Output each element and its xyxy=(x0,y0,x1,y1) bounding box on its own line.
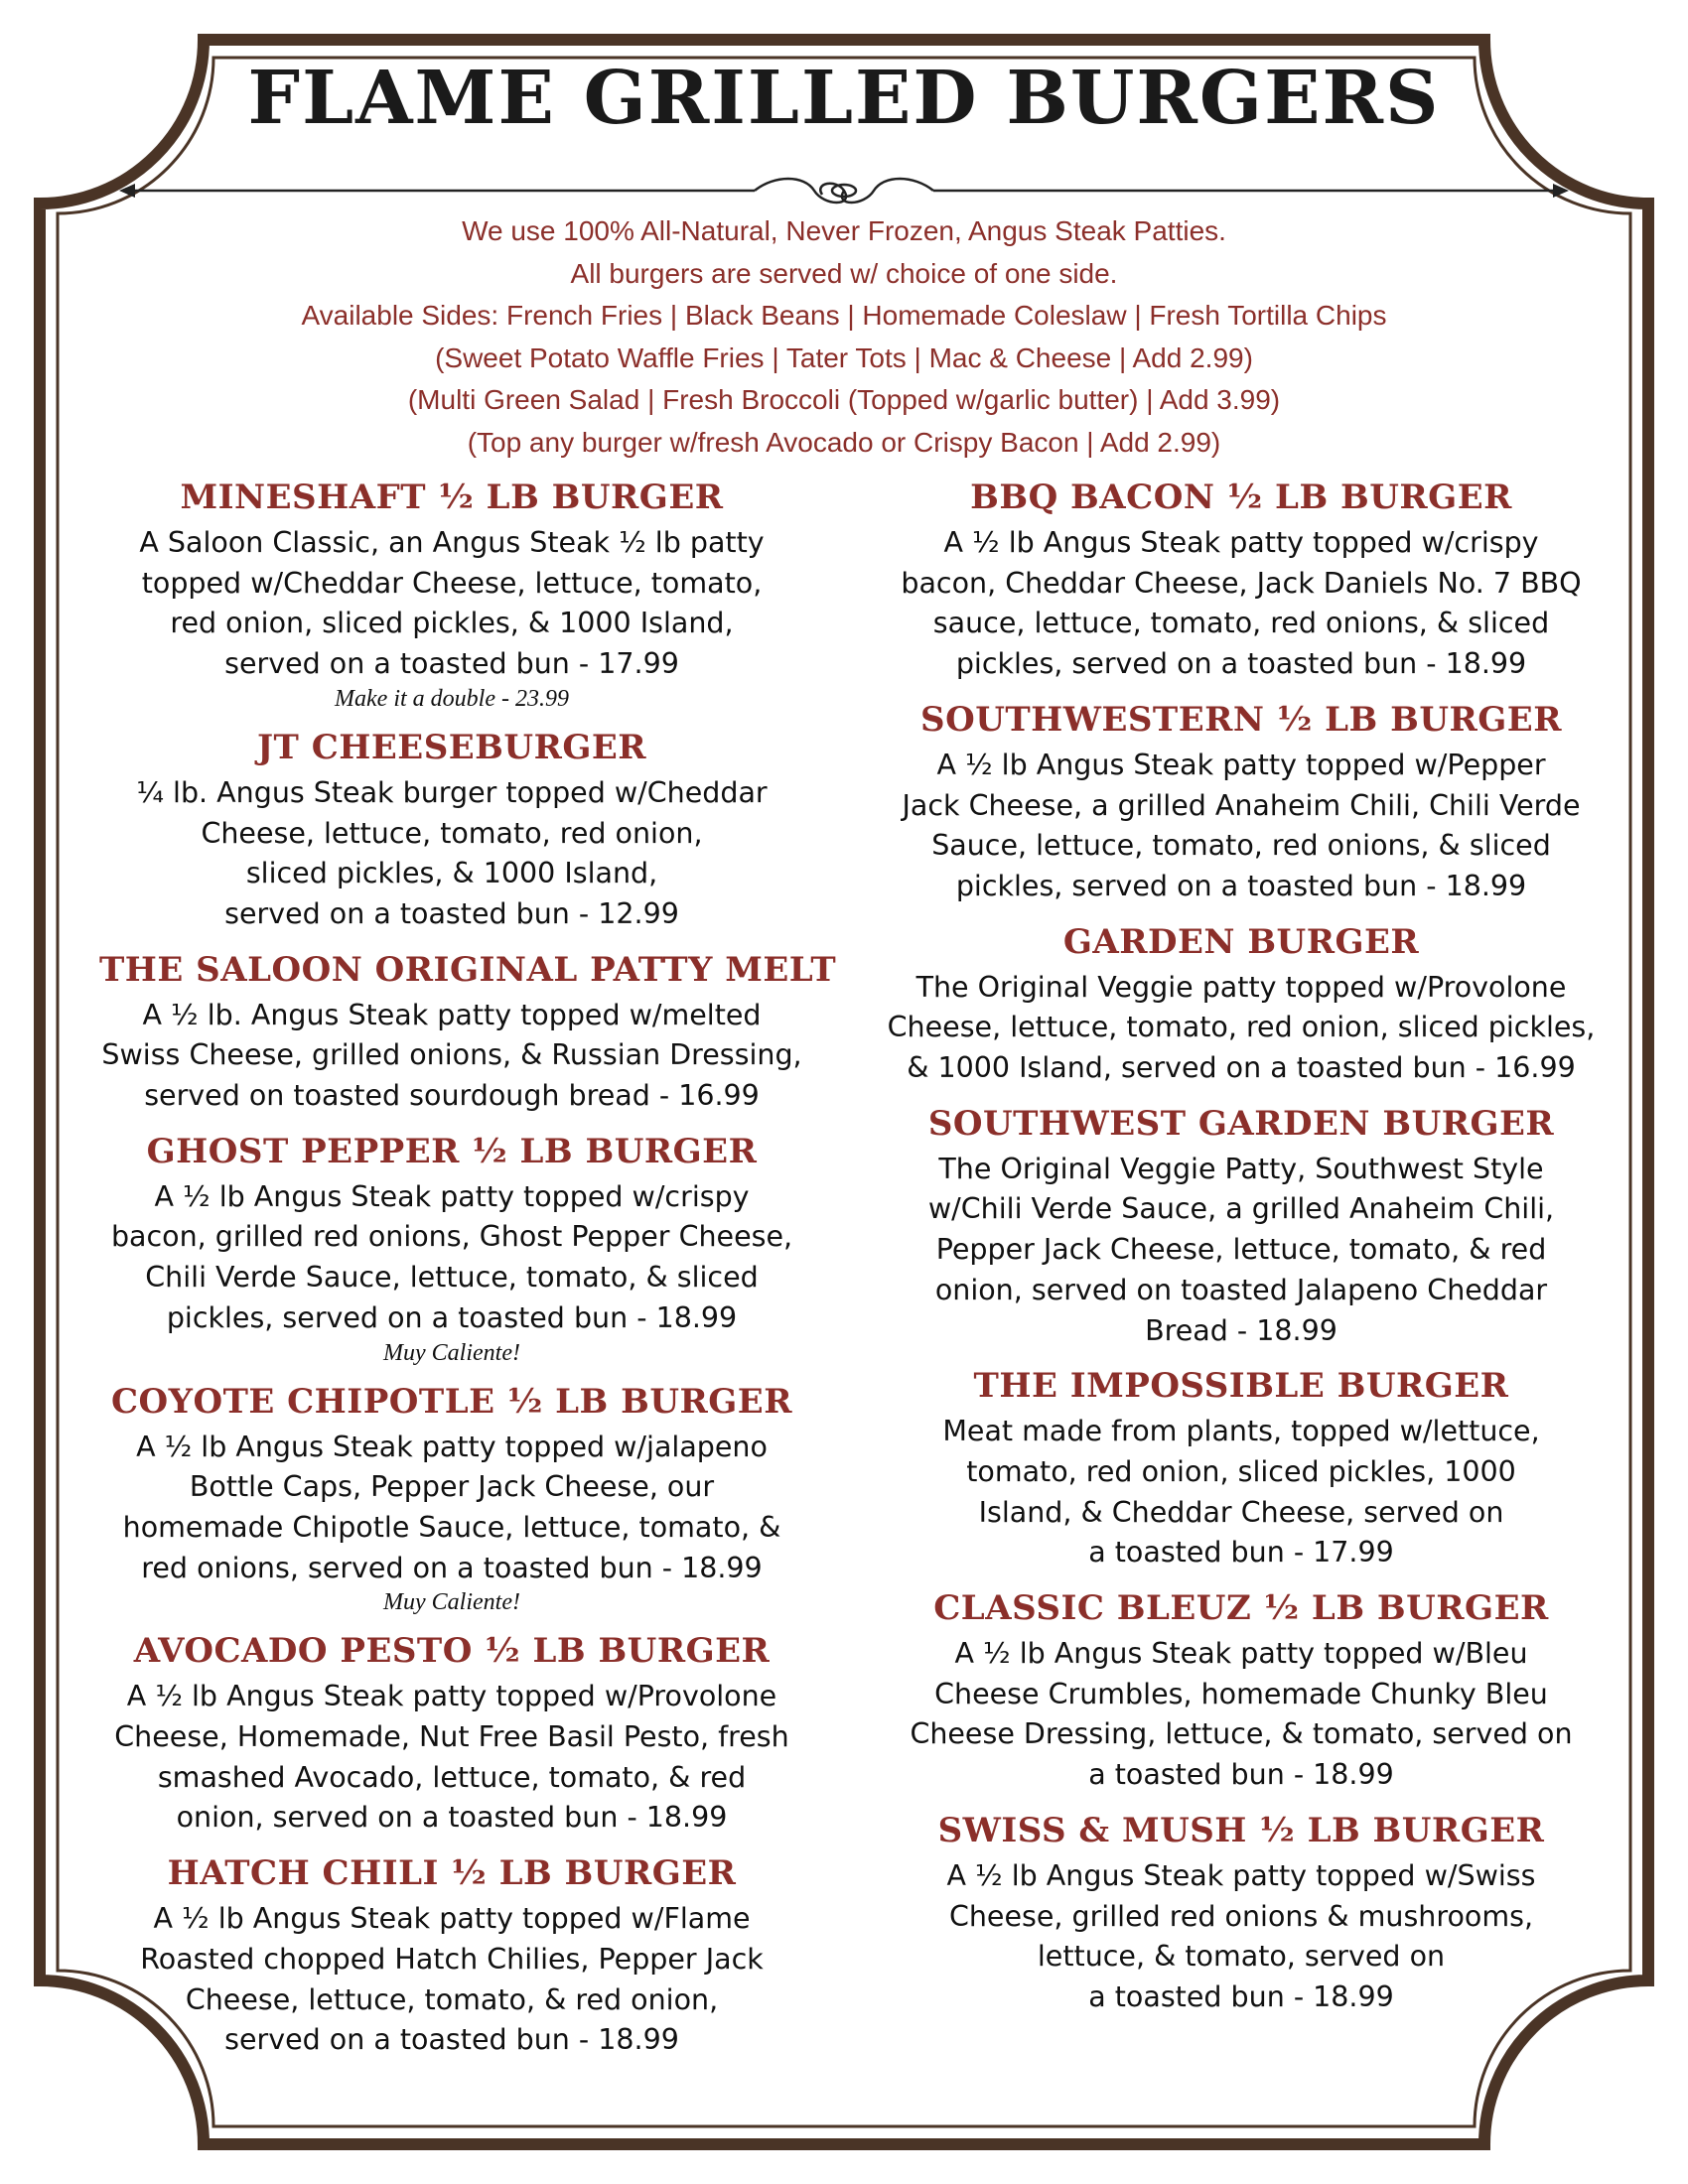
menu-item xyxy=(99,1133,804,1367)
description-line: onion, served on a toasted bun - 18.99 xyxy=(176,1801,728,1835)
item-description xyxy=(884,1634,1599,1796)
description-line: Swiss Cheese, grilled onions, & Russian Dressing, xyxy=(101,1038,802,1072)
description-line: sliced pickles, & 1000 Island, xyxy=(245,857,658,890)
menu-item xyxy=(99,1632,804,1839)
item-name: JT CHEESEBURGER xyxy=(256,727,647,767)
description-line: A ½ lb Angus Steak patty topped w/crispy xyxy=(943,526,1539,559)
description-line: pickles, served on a toasted bun - 18.99 xyxy=(955,869,1527,902)
description-line: sauce, lettuce, tomato, red onions, & sliced xyxy=(932,607,1550,640)
description-line: Cheese, lettuce, tomato, red onion, xyxy=(201,816,703,850)
item-name: SOUTHWESTERN ½ LB BURGER xyxy=(920,699,1562,740)
description-line: Meat made from plants, topped w/lettuce, xyxy=(942,1415,1540,1448)
menu-item xyxy=(884,1812,1599,2018)
item-name: BBQ BACON ½ LB BURGER xyxy=(970,478,1512,517)
description-line: A ½ lb Angus Steak patty topped w/Swiss xyxy=(946,1858,1536,1892)
description-line: pickles, served on a toasted bun - 18.99 xyxy=(166,1300,738,1334)
description-line: Bottle Caps, Pepper Jack Cheese, our xyxy=(189,1470,715,1504)
menu-item xyxy=(884,1589,1599,1796)
item-note: Muy Caliente! xyxy=(383,1589,520,1616)
description-line: Cheese, Homemade, Nut Free Basil Pesto, fresh xyxy=(114,1720,789,1754)
description-line: A ½ lb Angus Steak patty topped w/crispy xyxy=(154,1179,750,1213)
description-line: Cheese Dressing, lettuce, & tomato, served on xyxy=(910,1717,1573,1751)
item-description xyxy=(99,1899,804,2061)
description-line: A Saloon Classic, an Angus Steak ½ lb patty xyxy=(139,526,765,559)
description-line: lettuce, & tomato, served on xyxy=(1037,1940,1446,1974)
item-name: COYOTE CHIPOTLE ½ LB BURGER xyxy=(111,1381,792,1422)
item-description xyxy=(884,968,1599,1089)
description-line: red onions, served on a toasted bun - 18.99 xyxy=(141,1551,763,1584)
item-description xyxy=(884,746,1599,907)
description-line: A ½ lb Angus Steak patty topped w/jalapeno xyxy=(136,1430,768,1463)
item-name: MINESHAFT ½ LB BURGER xyxy=(180,478,724,517)
item-name: GHOST PEPPER ½ LB BURGER xyxy=(146,1131,758,1171)
description-line: ¼ lb. Angus Steak burger topped w/Cheddar xyxy=(136,775,768,809)
description-line: bacon, grilled red onions, Ghost Pepper Cheese, xyxy=(110,1220,793,1254)
description-line: A ½ lb. Angus Steak patty topped w/melted xyxy=(142,998,762,1031)
description-line: tomato, red onion, sliced pickles, 1000 xyxy=(966,1454,1516,1488)
description-line: Cheese Crumbles, homemade Chunky Bleu xyxy=(934,1677,1548,1710)
item-name: GARDEN BURGER xyxy=(1062,921,1420,962)
intro-line: All burgers are served w/ choice of one side. xyxy=(570,257,1118,289)
item-description xyxy=(99,1428,804,1589)
menu-item xyxy=(99,1383,804,1617)
item-note: Muy Caliente! xyxy=(383,1339,520,1366)
menu-item xyxy=(99,949,837,1117)
menu-column-left xyxy=(99,478,837,2077)
description-line: A ½ lb Angus Steak patty topped w/Pepper xyxy=(936,748,1546,781)
item-description xyxy=(99,996,804,1117)
item-name: AVOCADO PESTO ½ LB BURGER xyxy=(133,1631,771,1672)
item-name: THE SALOON ORIGINAL PATTY MELT xyxy=(99,949,837,990)
item-description xyxy=(884,1412,1599,1573)
description-line: bacon, Cheddar Cheese, Jack Daniels No. 7 BBQ xyxy=(901,566,1582,600)
description-line: red onion, sliced pickles, & 1000 Island, xyxy=(170,607,734,640)
description-line: The Original Veggie patty topped w/Provolone xyxy=(915,970,1567,1004)
item-description xyxy=(99,773,804,935)
description-line: Roasted chopped Hatch Chilies, Pepper Jack xyxy=(140,1942,764,1976)
intro-notes xyxy=(149,210,1539,464)
item-note: Make it a double - 23.99 xyxy=(335,685,569,712)
menu-column-right xyxy=(884,478,1599,2034)
description-line: a toasted bun - 17.99 xyxy=(1088,1536,1394,1570)
description-line: Island, & Cheddar Cheese, served on xyxy=(978,1495,1504,1529)
menu-item xyxy=(99,729,804,935)
description-line: pickles, served on a toasted bun - 18.99 xyxy=(955,647,1527,681)
description-line: smashed Avocado, lettuce, tomato, & red xyxy=(157,1760,747,1794)
description-line: Jack Cheese, a grilled Anaheim Chili, Chili Verde xyxy=(902,788,1581,822)
description-line: homemade Chipotle Sauce, lettuce, tomato, & xyxy=(122,1510,781,1544)
item-description xyxy=(884,1856,1599,2018)
item-description xyxy=(99,523,804,685)
item-name: HATCH CHILI ½ LB BURGER xyxy=(167,1853,737,1894)
description-line: served on a toasted bun - 12.99 xyxy=(224,896,679,930)
description-line: served on toasted sourdough bread - 16.99 xyxy=(144,1079,760,1113)
description-line: A ½ lb Angus Steak patty topped w/Bleu xyxy=(954,1637,1528,1671)
intro-line: (Top any burger w/fresh Avocado or Crispy Bacon | Add 2.99) xyxy=(467,426,1221,458)
item-description xyxy=(884,1150,1599,1352)
intro-line: (Sweet Potato Waffle Fries | Tater Tots | Mac & Cheese | Add 2.99) xyxy=(435,341,1253,373)
intro-line: Available Sides: French Fries | Black Beans | Homemade Coleslaw | Fresh Tortilla Chips xyxy=(301,300,1387,331)
description-line: Sauce, lettuce, tomato, red onions, & sliced xyxy=(931,829,1551,863)
description-line: A ½ lb Angus Steak patty topped w/Flame xyxy=(153,1902,751,1936)
menu-item xyxy=(884,1367,1599,1573)
description-line: a toasted bun - 18.99 xyxy=(1088,1979,1394,2013)
description-line: a toasted bun - 18.99 xyxy=(1088,1758,1394,1792)
description-line: served on a toasted bun - 18.99 xyxy=(224,2023,679,2057)
description-line: served on a toasted bun - 17.99 xyxy=(224,647,679,681)
menu-item xyxy=(99,478,804,713)
item-name: CLASSIC BLEUZ ½ LB BURGER xyxy=(933,1588,1549,1629)
description-line: Cheese, lettuce, tomato, red onion, sliced pickles, xyxy=(887,1011,1596,1044)
ornamental-divider xyxy=(119,171,1569,210)
page-title: FLAME GRILLED BURGERS xyxy=(247,56,1441,141)
menu-item xyxy=(884,923,1599,1089)
item-description xyxy=(884,523,1599,685)
menu-item xyxy=(884,478,1599,685)
description-line: Chili Verde Sauce, lettuce, tomato, & sliced xyxy=(145,1261,759,1295)
description-line: The Original Veggie Patty, Southwest Style xyxy=(938,1152,1544,1185)
description-line: onion, served on toasted Jalapeno Cheddar xyxy=(934,1273,1548,1306)
description-line: A ½ lb Angus Steak patty topped w/Provolone xyxy=(126,1680,777,1713)
description-line: & 1000 Island, served on a toasted bun - 16.99 xyxy=(907,1051,1576,1085)
item-name: THE IMPOSSIBLE BURGER xyxy=(973,1366,1509,1407)
item-name: SWISS & MUSH ½ LB BURGER xyxy=(937,1810,1545,1850)
description-line: Bread - 18.99 xyxy=(1145,1313,1337,1347)
description-line: Cheese, lettuce, tomato, & red onion, xyxy=(185,1982,719,2016)
description-line: Pepper Jack Cheese, lettuce, tomato, & red xyxy=(935,1233,1547,1267)
intro-line: (Multi Green Salad | Fresh Broccoli (Topped w/garlic butter) | Add 3.99) xyxy=(407,384,1281,415)
description-line: topped w/Cheddar Cheese, lettuce, tomato, xyxy=(141,566,763,600)
menu-item xyxy=(99,1854,804,2061)
item-description xyxy=(99,1177,804,1339)
item-name: SOUTHWEST GARDEN BURGER xyxy=(927,1103,1555,1144)
item-description xyxy=(99,1677,804,1839)
menu-item xyxy=(884,1105,1599,1352)
intro-line: We use 100% All-Natural, Never Frozen, Angus Steak Patties. xyxy=(462,215,1226,246)
description-line: Cheese, grilled red onions & mushrooms, xyxy=(948,1899,1534,1933)
description-line: w/Chili Verde Sauce, a grilled Anaheim Chili, xyxy=(927,1192,1555,1226)
menu-item xyxy=(884,701,1599,907)
